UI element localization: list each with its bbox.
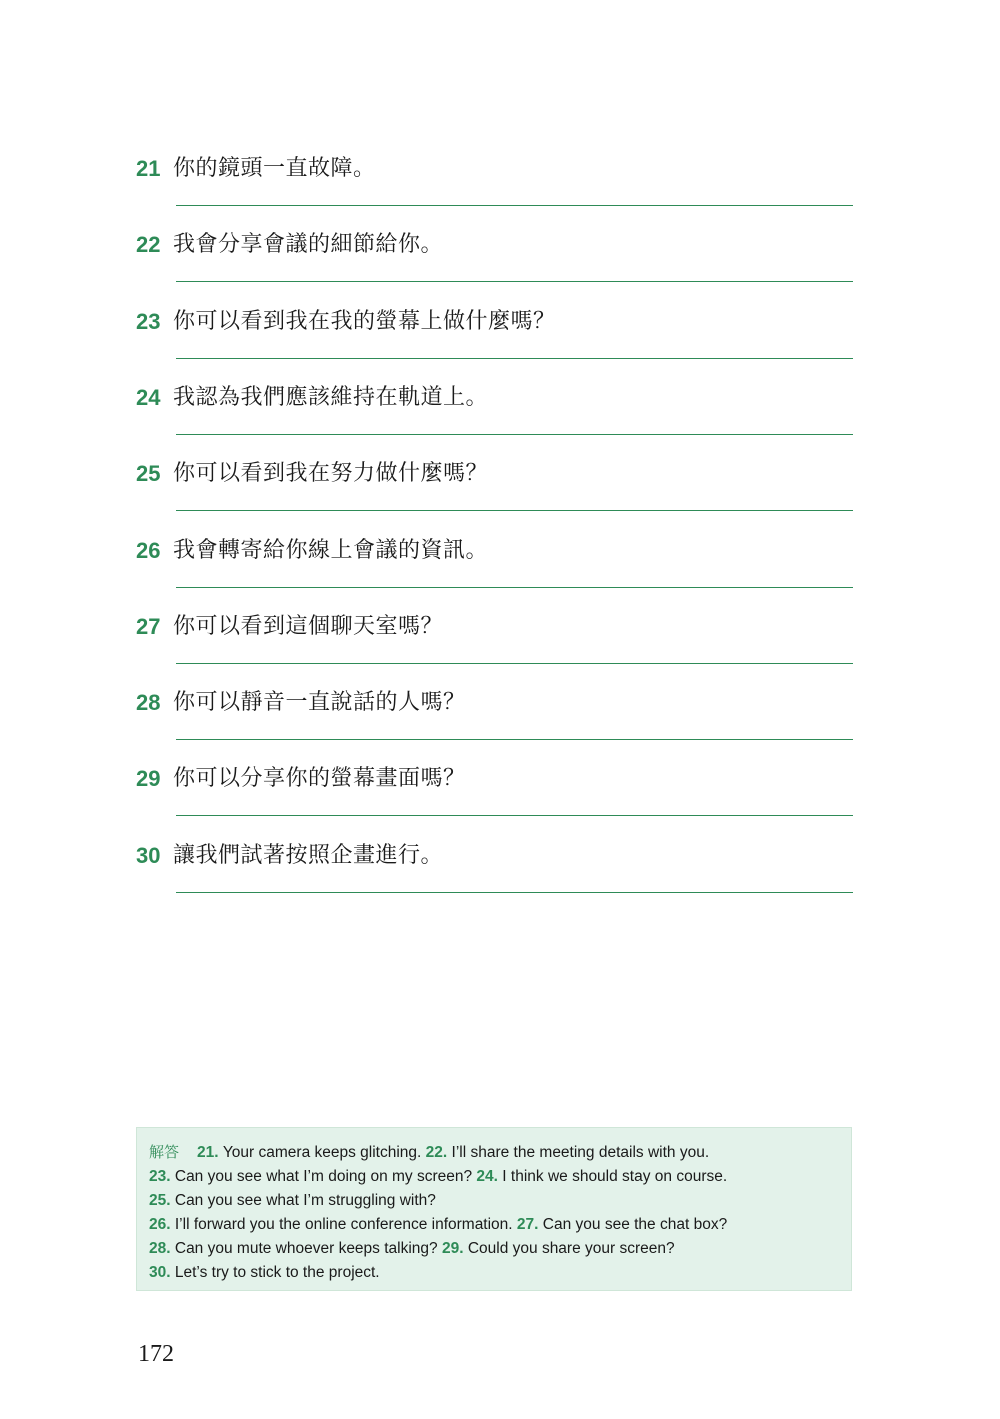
- answer-number: 28.: [149, 1240, 171, 1257]
- exercise-27: [136, 612, 852, 688]
- answer-text: Your camera keeps glitching.: [218, 1144, 426, 1161]
- exercise-prompt: 你的鏡頭一直故障。: [173, 156, 376, 181]
- answer-text: Can you see what I’m struggling with?: [170, 1192, 436, 1209]
- exercise-21: [136, 154, 852, 230]
- answer-line: [176, 815, 853, 816]
- exercise-26: [136, 536, 852, 612]
- exercise-prompt: 你可以靜音一直說話的人嗎？: [173, 690, 466, 715]
- exercise-22: [136, 230, 852, 306]
- exercise-number: 27: [136, 614, 161, 639]
- answer-text: Could you share your screen?: [463, 1240, 675, 1257]
- exercise-number: 21: [136, 156, 161, 181]
- exercise-number: 26: [136, 538, 161, 563]
- exercise-prompt: 你可以看到這個聊天室嗎？: [173, 614, 444, 639]
- exercise-28: [136, 688, 852, 764]
- exercise-number: 29: [136, 766, 161, 791]
- answer-line: [176, 892, 853, 893]
- exercise-prompt: 你可以分享你的螢幕畫面嗎？: [173, 766, 466, 791]
- exercise-24: [136, 383, 852, 459]
- answer-key-heading: 解答: [149, 1143, 180, 1161]
- answer-key-line: [149, 1213, 851, 1237]
- answer-line: [176, 434, 853, 435]
- answer-line: [176, 663, 853, 664]
- answer-number: 27.: [516, 1216, 539, 1233]
- answer-text: I’ll forward you the online conference information.: [170, 1216, 517, 1233]
- answer-number: 22.: [425, 1144, 448, 1161]
- page-number: 172: [138, 1341, 174, 1367]
- exercise-number: 25: [136, 461, 161, 486]
- answer-number: 23.: [149, 1168, 171, 1185]
- answer-key-line: [149, 1237, 851, 1261]
- answer-text: Can you see what I’m doing on my screen?: [170, 1168, 477, 1185]
- answer-text: Can you see the chat box?: [538, 1216, 728, 1233]
- answer-line: [176, 510, 853, 511]
- exercise-number: 28: [136, 690, 161, 715]
- exercise-prompt: 你可以看到我在努力做什麼嗎？: [173, 461, 489, 486]
- exercise-25: [136, 459, 852, 535]
- answer-key-line: [149, 1189, 851, 1213]
- answer-key-line: [149, 1165, 851, 1189]
- answer-text: I think we should stay on course.: [497, 1168, 728, 1185]
- answer-number: 30.: [149, 1264, 171, 1281]
- answer-line: [176, 358, 853, 359]
- exercise-number: 23: [136, 309, 161, 334]
- exercise-prompt: 你可以看到我在我的螢幕上做什麼嗎？: [173, 309, 556, 334]
- answer-line: [176, 281, 853, 282]
- exercise-prompt: 我會轉寄給你線上會議的資訊。: [173, 538, 489, 563]
- answer-key-line: [149, 1140, 851, 1165]
- answer-number: 21.: [197, 1144, 219, 1161]
- exercise-prompt: 讓我們試著按照企畫進行。: [173, 843, 444, 868]
- exercise-number: 30: [136, 843, 161, 868]
- exercise-30: [136, 841, 852, 917]
- exercise-29: [136, 764, 852, 840]
- answer-key-line: [149, 1261, 851, 1285]
- answer-number: 29.: [441, 1240, 464, 1257]
- answer-number: 25.: [149, 1192, 171, 1209]
- answer-key-box: [136, 1127, 852, 1291]
- answer-number: 26.: [149, 1216, 171, 1233]
- exercise-prompt: 我認為我們應該維持在軌道上。: [173, 385, 489, 410]
- exercise-prompt: 我會分享會議的細節給你。: [173, 232, 444, 257]
- answer-line: [176, 739, 853, 740]
- exercise-number: 24: [136, 385, 161, 410]
- answer-text: Let’s try to stick to the project.: [170, 1264, 380, 1281]
- exercise-23: [136, 307, 852, 383]
- exercise-number: 22: [136, 232, 161, 257]
- answer-text: Can you mute whoever keeps talking?: [170, 1240, 442, 1257]
- answer-number: 24.: [476, 1168, 498, 1185]
- answer-line: [176, 587, 853, 588]
- answer-text: I’ll share the meeting details with you.: [447, 1144, 710, 1161]
- answer-line: [176, 205, 853, 206]
